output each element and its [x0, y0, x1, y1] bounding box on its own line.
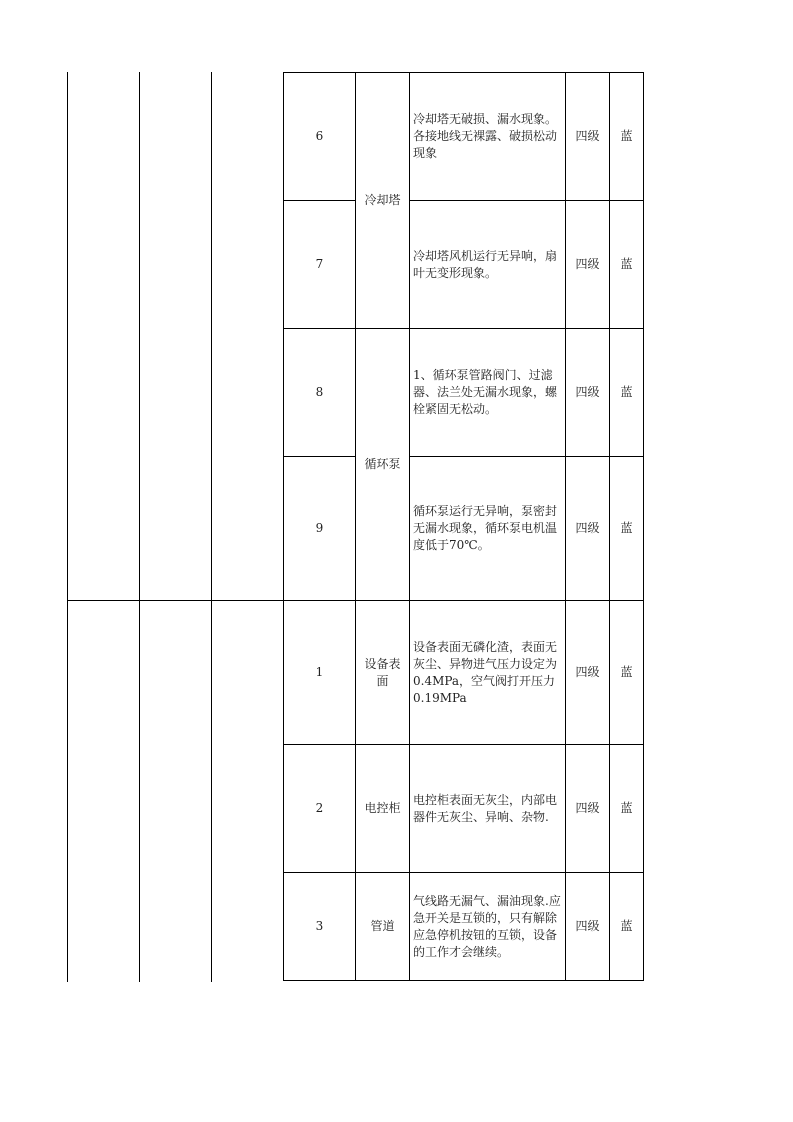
- component-name: 设备表面: [364, 656, 401, 688]
- level-text: 四级: [575, 919, 600, 933]
- color-text: 蓝: [620, 665, 633, 679]
- level-text: 四级: [575, 257, 600, 271]
- requirement-text: 循环泵运行无异响，泵密封无漏水现象，循环泵电机温度低于70℃。: [413, 504, 558, 552]
- color-text: 蓝: [620, 919, 633, 933]
- level-text: 四级: [575, 801, 600, 815]
- requirement-text: 设备表面无磷化渣，表面无灰尘、异物进气压力设定为0.4MPa，空气阀打开压力0.19MPa: [413, 639, 558, 705]
- grid-line: [643, 72, 644, 981]
- grid-line: [67, 600, 284, 601]
- component-name: 电控柜: [364, 801, 401, 815]
- level-text: 四级: [575, 521, 600, 535]
- row-number: 2: [315, 801, 324, 815]
- grid-line: [139, 72, 140, 982]
- color-text: 蓝: [620, 129, 633, 143]
- level-text: 四级: [575, 665, 600, 679]
- grid-line: [211, 72, 212, 982]
- row-number: 3: [315, 919, 324, 933]
- component-name: 管道: [370, 919, 395, 933]
- level-text: 四级: [575, 129, 600, 143]
- level-text: 四级: [575, 385, 600, 399]
- color-text: 蓝: [620, 385, 633, 399]
- requirement-text: 电控柜表面无灰尘，内部电器件无灰尘、异响、杂物.: [413, 792, 558, 824]
- row-number: 1: [315, 665, 324, 679]
- row-number: 6: [315, 129, 324, 143]
- requirement-text: 气线路无漏气、漏油现象.应急开关是互锁的，只有解除应急停机按钮的互锁，设备的工作才会继续。: [413, 893, 561, 959]
- color-text: 蓝: [620, 257, 633, 271]
- row-number: 8: [315, 385, 324, 399]
- color-text: 蓝: [620, 521, 633, 535]
- requirement-text: 1、循环泵管路阀门、过滤器、法兰处无漏水现象，螺栓紧固无松动。: [413, 368, 558, 416]
- component-name: 冷却塔: [364, 193, 401, 207]
- grid-line: [283, 980, 644, 981]
- requirement-text: 冷却塔无破损、漏水现象。各接地线无裸露、破损松动现象: [413, 112, 558, 160]
- component-name: 循环泵: [364, 457, 401, 471]
- requirement-text: 冷却塔风机运行无异响，扇叶无变形现象。: [413, 248, 558, 280]
- row-number: 9: [315, 521, 324, 535]
- color-text: 蓝: [620, 801, 633, 815]
- row-number: 7: [315, 257, 324, 271]
- grid-line: [67, 72, 68, 982]
